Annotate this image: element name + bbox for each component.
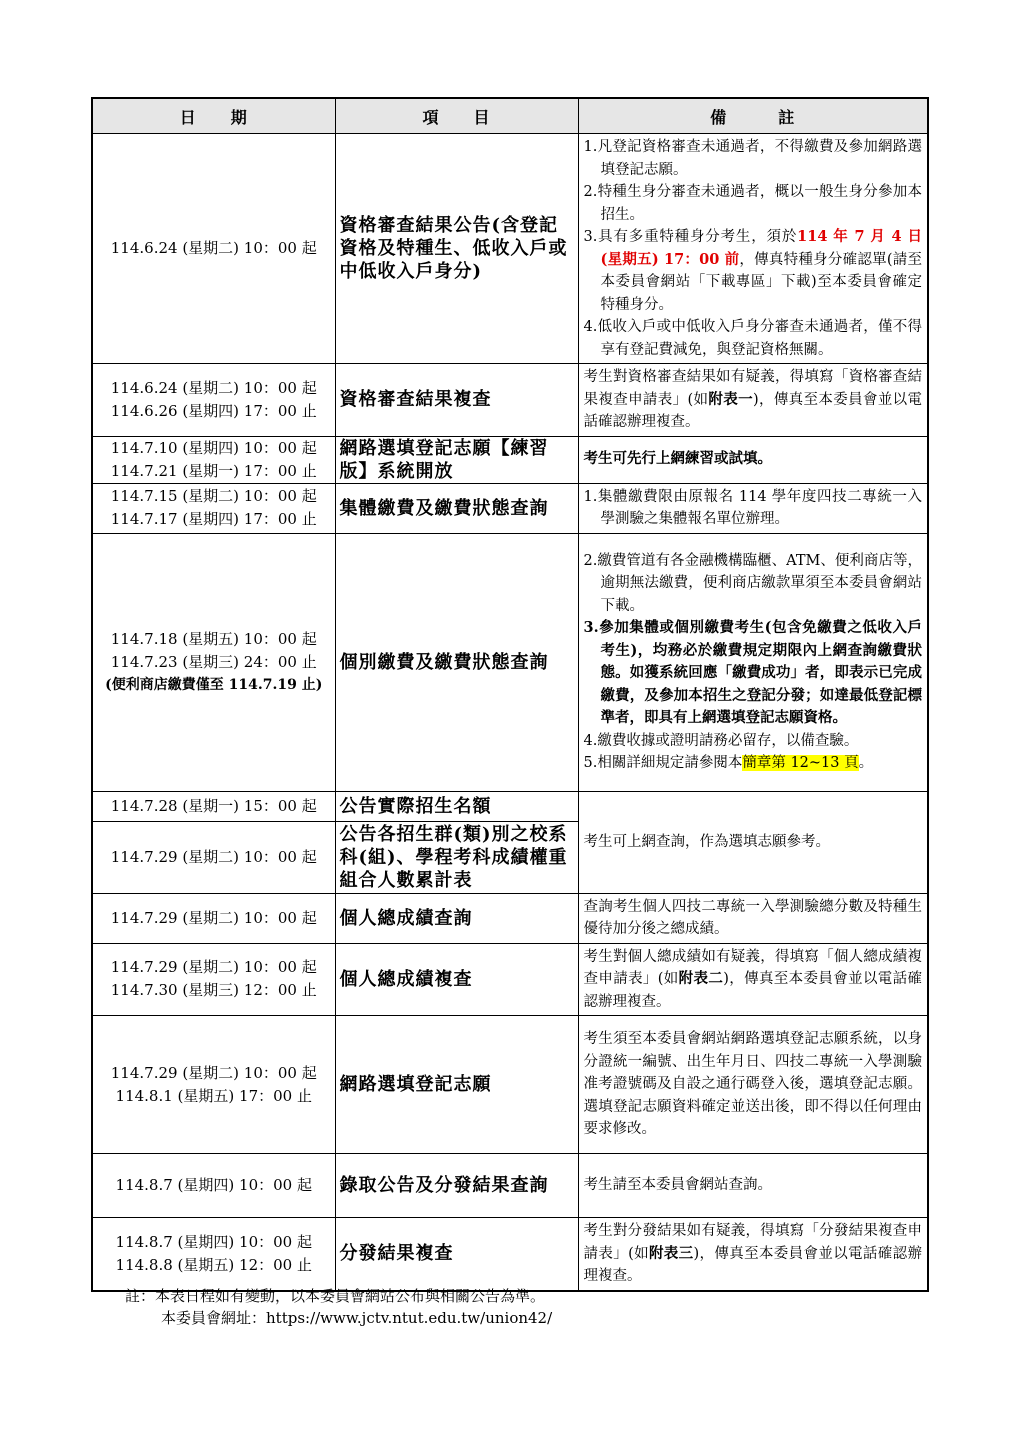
note-cell: 考生對分發結果如有疑義，得填寫「分發結果複查申請表」(如附表三)，傳真至本委員會並以電話確認辦理複查。 <box>578 1218 928 1291</box>
table-row <box>92 1016 928 1154</box>
date-cell: 114.7.29 (星期二) 10：00 起 <box>92 893 335 943</box>
table-row <box>92 1154 928 1218</box>
item-cell: 集體繳費及繳費狀態查詢 <box>335 483 578 533</box>
schedule-table <box>91 97 929 1292</box>
note-item: 4.繳費收據或證明請務必留存，以備查驗。 <box>583 732 859 749</box>
note-item: 4.低收入戶或中低收入戶身分審查未通過者，僅不得享有登記費減免，與登記資格無關。 <box>583 319 922 358</box>
brochure-page-highlight: 簡章第 12~13 頁 <box>742 755 859 771</box>
table-row <box>92 134 928 364</box>
note-cell: 考生請至本委員會網站查詢。 <box>578 1154 928 1218</box>
header-date: 日 期 <box>92 98 335 134</box>
header-note: 備 註 <box>578 98 928 134</box>
date-cell: 114.8.7 (星期四) 10：00 起 114.8.8 (星期五) 12：00 止 <box>92 1218 335 1291</box>
note-item: 2.繳費管道有各金融機構臨櫃、ATM、便利商店等，逾期無法繳費，便利商店繳款單須至本委員會網站下載。 <box>583 552 922 614</box>
website-url: 本委員會網址：https://www.jctv.ntut.edu.tw/union42/ <box>161 1309 553 1327</box>
table-row <box>92 533 928 791</box>
note-cell <box>578 134 928 364</box>
note-cell: 考生可先行上網練習或試填。 <box>578 436 928 483</box>
appendix-ref: 附表一 <box>708 390 753 408</box>
date-cell: 114.7.28 (星期一) 15：00 起 <box>92 791 335 821</box>
table-row <box>92 893 928 943</box>
date-cell: 114.7.18 (星期五) 10：00 起 114.7.23 (星期三) 24：00 止 (便利商店繳費僅至 114.7.19 止) <box>92 533 335 791</box>
note-item: 2.特種生身分審查未通過者，概以一般生身分參加本招生。 <box>583 184 922 223</box>
item-cell: 分發結果複查 <box>335 1218 578 1291</box>
note-cell: 考生可上網查詢，作為選填志願參考。 <box>578 791 928 893</box>
item-cell: 個人總成績查詢 <box>335 893 578 943</box>
date-cell: 114.7.10 (星期四) 10：00 起 114.7.21 (星期一) 17：00 止 <box>92 436 335 483</box>
table-row <box>92 943 928 1016</box>
table-row <box>92 791 928 821</box>
item-cell: 資格審查結果複查 <box>335 364 578 437</box>
item-cell: 個別繳費及繳費狀態查詢 <box>335 533 578 791</box>
footnote <box>125 1285 552 1329</box>
header-row <box>92 98 928 134</box>
footnote-line: 註：本表日程如有變動，以本委員會網站公布與相關公告為準。 <box>125 1287 546 1305</box>
item-cell: 錄取公告及分發結果查詢 <box>335 1154 578 1218</box>
note-item: 5.相關詳細規定請參閱本簡章第 12~13 頁。 <box>583 755 874 771</box>
note-cell: 1.集體繳費限由原報名 114 學年度四技二專統一入學測驗之集體報名單位辦理。 <box>578 483 928 533</box>
note-item: 3.具有多重特種身分考生，須於114 年 7 月 4 日(星期五) 17：00 前，傳真特種身分確認單(請至本委員會網站「下載專區」下載)至本委員會確定特種身分。 <box>583 228 922 313</box>
date-cell: 114.7.29 (星期二) 10：00 起 114.7.30 (星期三) 12：00 止 <box>92 943 335 1016</box>
item-cell: 個人總成績複查 <box>335 943 578 1016</box>
date-cell: 114.8.7 (星期四) 10：00 起 <box>92 1154 335 1218</box>
note-item: 3.參加集體或個別繳費考生(包含免繳費之低收入戶考生)，均務必於繳費規定期限內上網查詢繳費狀態。如獲系統回應「繳費成功」者，即表示已完成繳費，及參加本招生之登記分發；如達最低登記標準者，即具有上網選填登記志願資格。 <box>583 619 922 726</box>
table-row <box>92 436 928 483</box>
note-cell <box>578 533 928 791</box>
date-cell: 114.7.29 (星期二) 10：00 起 <box>92 821 335 893</box>
date-cell: 114.7.15 (星期二) 10：00 起 114.7.17 (星期四) 17：00 止 <box>92 483 335 533</box>
header-item: 項 目 <box>335 98 578 134</box>
note-item: 1.凡登記資格審查未通過者，不得繳費及參加網路選填登記志願。 <box>583 139 922 178</box>
note-cell: 考生對資格審查結果如有疑義，得填寫「資格審查結果複查申請表」(如附表一)，傳真至本委員會並以電話確認辦理複查。 <box>578 364 928 437</box>
table-row <box>92 483 928 533</box>
appendix-ref: 附表二 <box>678 970 724 987</box>
date-cell: 114.6.24 (星期二) 10：00 起 114.6.26 (星期四) 17：00 止 <box>92 364 335 437</box>
item-cell: 網路選填登記志願【練習版】系統開放 <box>335 436 578 483</box>
note-cell: 考生對個人總成績如有疑義，得填寫「個人總成績複查申請表」(如附表二)，傳真至本委員會並以電話確認辦理複查。 <box>578 943 928 1016</box>
deadline-highlight: 114 年 7 月 4 日(星期五) 17：00 前 <box>600 228 922 268</box>
table-row <box>92 1218 928 1291</box>
date-cell: 114.7.29 (星期二) 10：00 起 114.8.1 (星期五) 17：00 止 <box>92 1016 335 1154</box>
date-cell: 114.6.24 (星期二) 10：00 起 <box>92 134 335 364</box>
item-cell: 網路選填登記志願 <box>335 1016 578 1154</box>
appendix-ref: 附表三 <box>648 1244 694 1262</box>
item-cell: 公告實際招生名額 <box>335 791 578 821</box>
table-row <box>92 364 928 437</box>
note-cell: 考生須至本委員會網站網路選填登記志願系統，以身分證統一編號、出生年月日、四技二專統一入學測驗准考證號碼及自設之通行碼登入後，選填登記志願。選填登記志願資料確定並送出後，即不得以任何理由要求修改。 <box>578 1016 928 1154</box>
item-cell: 公告各招生群(類)別之校系科(組)、學程考科成績權重組合人數累計表 <box>335 821 578 893</box>
item-cell: 資格審查結果公告(含登記資格及特種生、低收入戶或中低收入戶身分) <box>335 134 578 364</box>
note-cell: 查詢考生個人四技二專統一入學測驗總分數及特種生優待加分後之總成績。 <box>578 893 928 943</box>
